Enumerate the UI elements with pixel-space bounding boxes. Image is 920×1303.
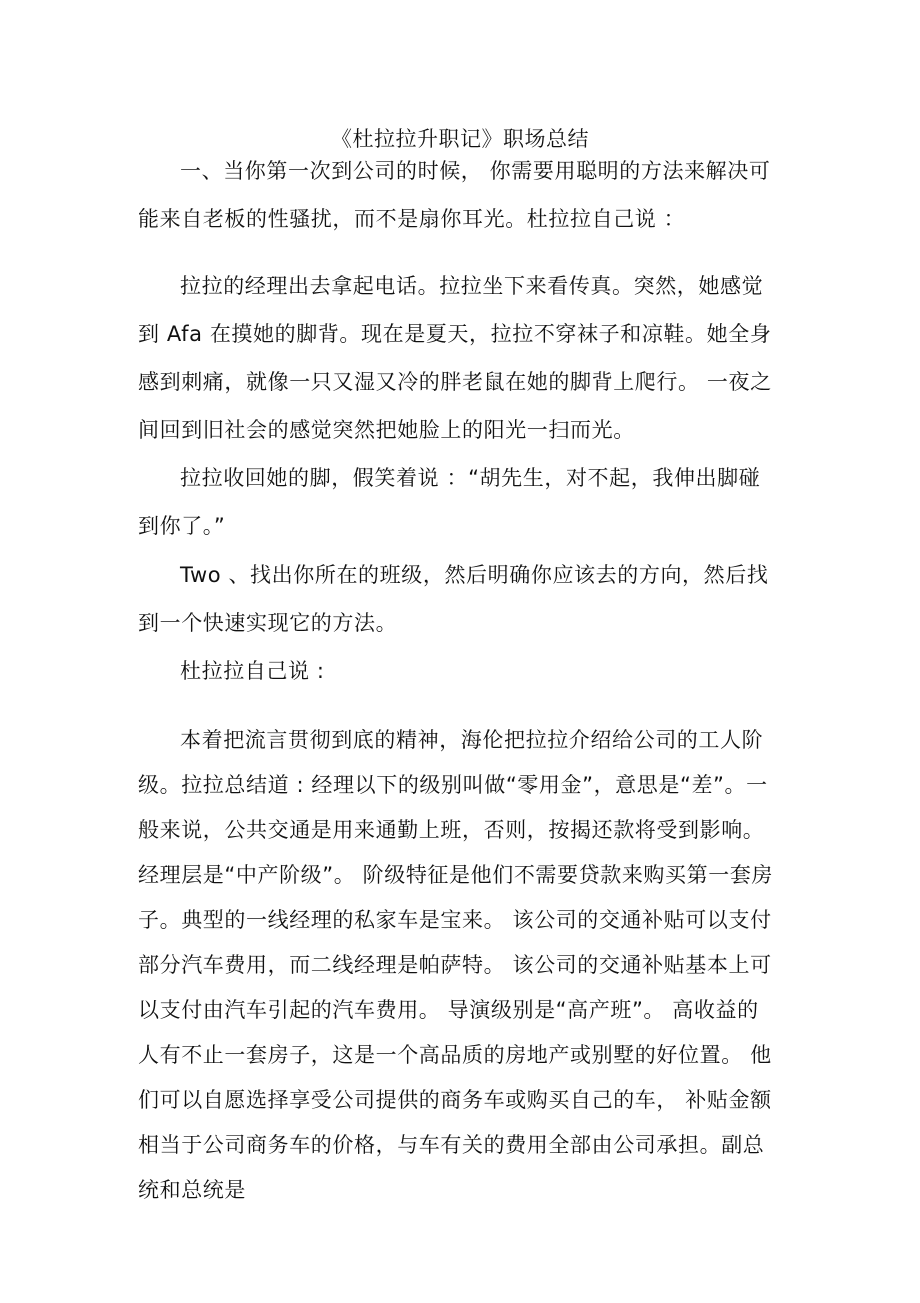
document-title: 《杜拉拉升职记》职场总结 [331, 127, 589, 151]
paragraph-4: Two 、找出你所在的班级，然后明确你应该去的方向，然后找到一个快速实现它的方法。 [138, 563, 769, 635]
paragraph-1: 一、当你第一次到公司的时候， 你需要用聪明的方法来解决可能来自老板的性骚扰，而不是扇你耳光。杜拉拉自己说 ： [138, 159, 771, 231]
paragraph-5: 杜拉拉自己说 : [180, 659, 325, 683]
paragraph-6: 本着把流言贯彻到底的精神，海伦把拉拉介绍给公司的工人阶级。拉拉总结道 : 经理以下的级别叫做“零用金”，意思是“差”。一般来说，公共交通是用来通勤上班，否则，按揭还款将受到影响。经理层是“中产阶级”。 阶级特征是他们不需要贷款来购买第一套房子。典型的一线经理的私家车是宝来。 该公司的交通补贴可以支付部分汽车费用，而二线经理是帕萨特。 该公司的交通补贴基本上可以支付由汽车引起的汽车费用。 导演级别是“高产班”。 高收益的人有不止一套房子，这是一个高品质的房地产或别墅的好位置。 他们可以自愿选择享受公司提供的商务车或购买自己的车， 补贴金额相当于公司商务车的价格，与车有关的费用全部由公司承担。副总统和总统是 [138, 728, 774, 1202]
paragraph-2: 拉拉的经理出去拿起电话。拉拉坐下来看传真。突然，她感觉到 Afa 在摸她的脚背。现在是夏天，拉拉不穿袜子和凉鞋。她全身感到刺痛，就像一只又湿又冷的胖老鼠在她的脚背上爬行。 一夜之间回到旧社会的感觉突然把她脸上的阳光一扫而光。 [138, 274, 772, 442]
paragraph-3: 拉拉收回她的脚，假笑着说 ：“胡先生，对不起，我伸出脚碰到你了。” [138, 466, 761, 538]
